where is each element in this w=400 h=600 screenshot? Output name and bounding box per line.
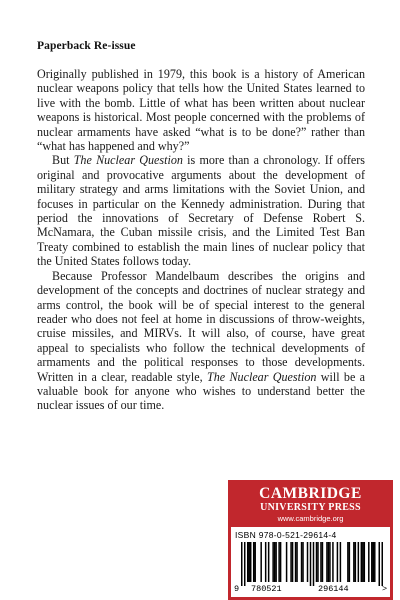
barcode-bar <box>302 542 303 582</box>
barcode-bar <box>253 542 254 582</box>
barcode-bar <box>332 542 333 582</box>
barcode-bar <box>292 542 293 582</box>
barcode-bar <box>374 542 375 582</box>
barcode-bar <box>362 542 363 582</box>
barcode-bar <box>349 542 350 582</box>
barcode-bar <box>347 542 348 582</box>
barcode-bar <box>248 542 249 582</box>
barcode-bar <box>268 542 269 582</box>
barcode-bar <box>355 542 356 582</box>
barcode-bar <box>322 542 323 582</box>
barcode-bar <box>301 542 302 582</box>
barcode-digit-prefix: 9 <box>234 584 240 594</box>
barcode-bar <box>382 542 383 586</box>
barcode-bar <box>307 542 308 582</box>
barcode-panel <box>231 527 390 597</box>
barcode-digit-group-2: 296144 <box>318 584 349 594</box>
barcode-bar <box>320 542 321 582</box>
publisher-url: www.cambridge.org <box>277 514 344 523</box>
barcode-bar <box>296 542 297 582</box>
barcode-bar <box>260 542 261 582</box>
barcode-bar <box>295 542 296 582</box>
barcode-bar <box>265 542 266 582</box>
publisher-name: CAMBRIDGE <box>259 485 362 502</box>
barcode-bar <box>328 542 329 582</box>
barcode-bar <box>371 542 372 582</box>
barcode-bar <box>361 542 362 582</box>
barcode-bar <box>247 542 248 582</box>
barcode-bar <box>337 542 338 582</box>
barcode-bar <box>250 542 251 582</box>
blurb-text <box>37 67 365 413</box>
barcode-bar <box>275 542 276 582</box>
barcode-bar <box>241 542 242 586</box>
barcode-bar <box>364 542 365 582</box>
blurb-paragraph-3: Because Professor Mandelbaum describes the origins and development of the concepts and doctrines of nuclear strategy and arms control, the book will be of special interest to the general reader who does not feel at home in discussions of throw-weights, cruise missiles, and MIRVs. It will also, of course, have great appeal to specialists who follow the technical developments of armaments and the political responses to those developments. Written in a clear, readable style, The Nuclear Question will be a valuable book for anyone who wishes to understand better the nuclear issues of our time. <box>37 268 365 413</box>
barcode-bar <box>317 542 318 582</box>
publisher-subtitle: UNIVERSITY PRESS <box>260 502 361 513</box>
barcode-bar <box>286 542 287 582</box>
barcode-bar <box>373 542 374 582</box>
isbn-label: ISBN 978-0-521-29614-4 <box>235 530 337 540</box>
barcode-bar <box>290 542 291 582</box>
barcode-end-mark: > <box>382 584 388 594</box>
barcode-bar <box>379 542 380 586</box>
barcode-bar <box>278 542 279 582</box>
barcode-icon <box>241 542 383 586</box>
barcode-bar <box>326 542 327 582</box>
barcode-bar <box>244 542 245 586</box>
barcode-digit-group-1: 780521 <box>251 584 282 594</box>
barcode-bar <box>316 542 317 582</box>
barcode-bar <box>329 542 330 582</box>
barcode-bar <box>368 542 369 582</box>
barcode-bar <box>310 542 311 586</box>
blurb-paragraph-2: But The Nuclear Question is more than a chronology. If offers original and provocative arguments about the development of military strategy and arms limitations with the Soviet Union, and focuses in particular on the Kennedy administration. During that period the innovations of Secretary of Defense Robert S. McNamara, the Cuban missile crisis, and the Limited Test Ban Treaty combined to establish the main lines of nuclear policy that the United States follows today. <box>37 153 365 269</box>
barcode-bar <box>353 542 354 582</box>
barcode-bar <box>340 542 341 582</box>
blurb-paragraph-1: Originally published in 1979, this book is a history of American nuclear weapons policy that tells how the United States learned to live with the bomb. Little of what has been written about nuclear weapons is historical. Most people concerned with the problems of nuclear armaments have asked “what is to be done?” rather than “what has happened and why?” <box>37 67 365 154</box>
barcode-bar <box>274 542 275 582</box>
barcode-bar <box>358 542 359 582</box>
barcode-bar <box>280 542 281 582</box>
barcode-bar <box>254 542 255 582</box>
edition-heading: Paperback Re-issue <box>37 40 136 52</box>
barcode-bar <box>313 542 314 586</box>
barcode-bar <box>272 542 273 582</box>
